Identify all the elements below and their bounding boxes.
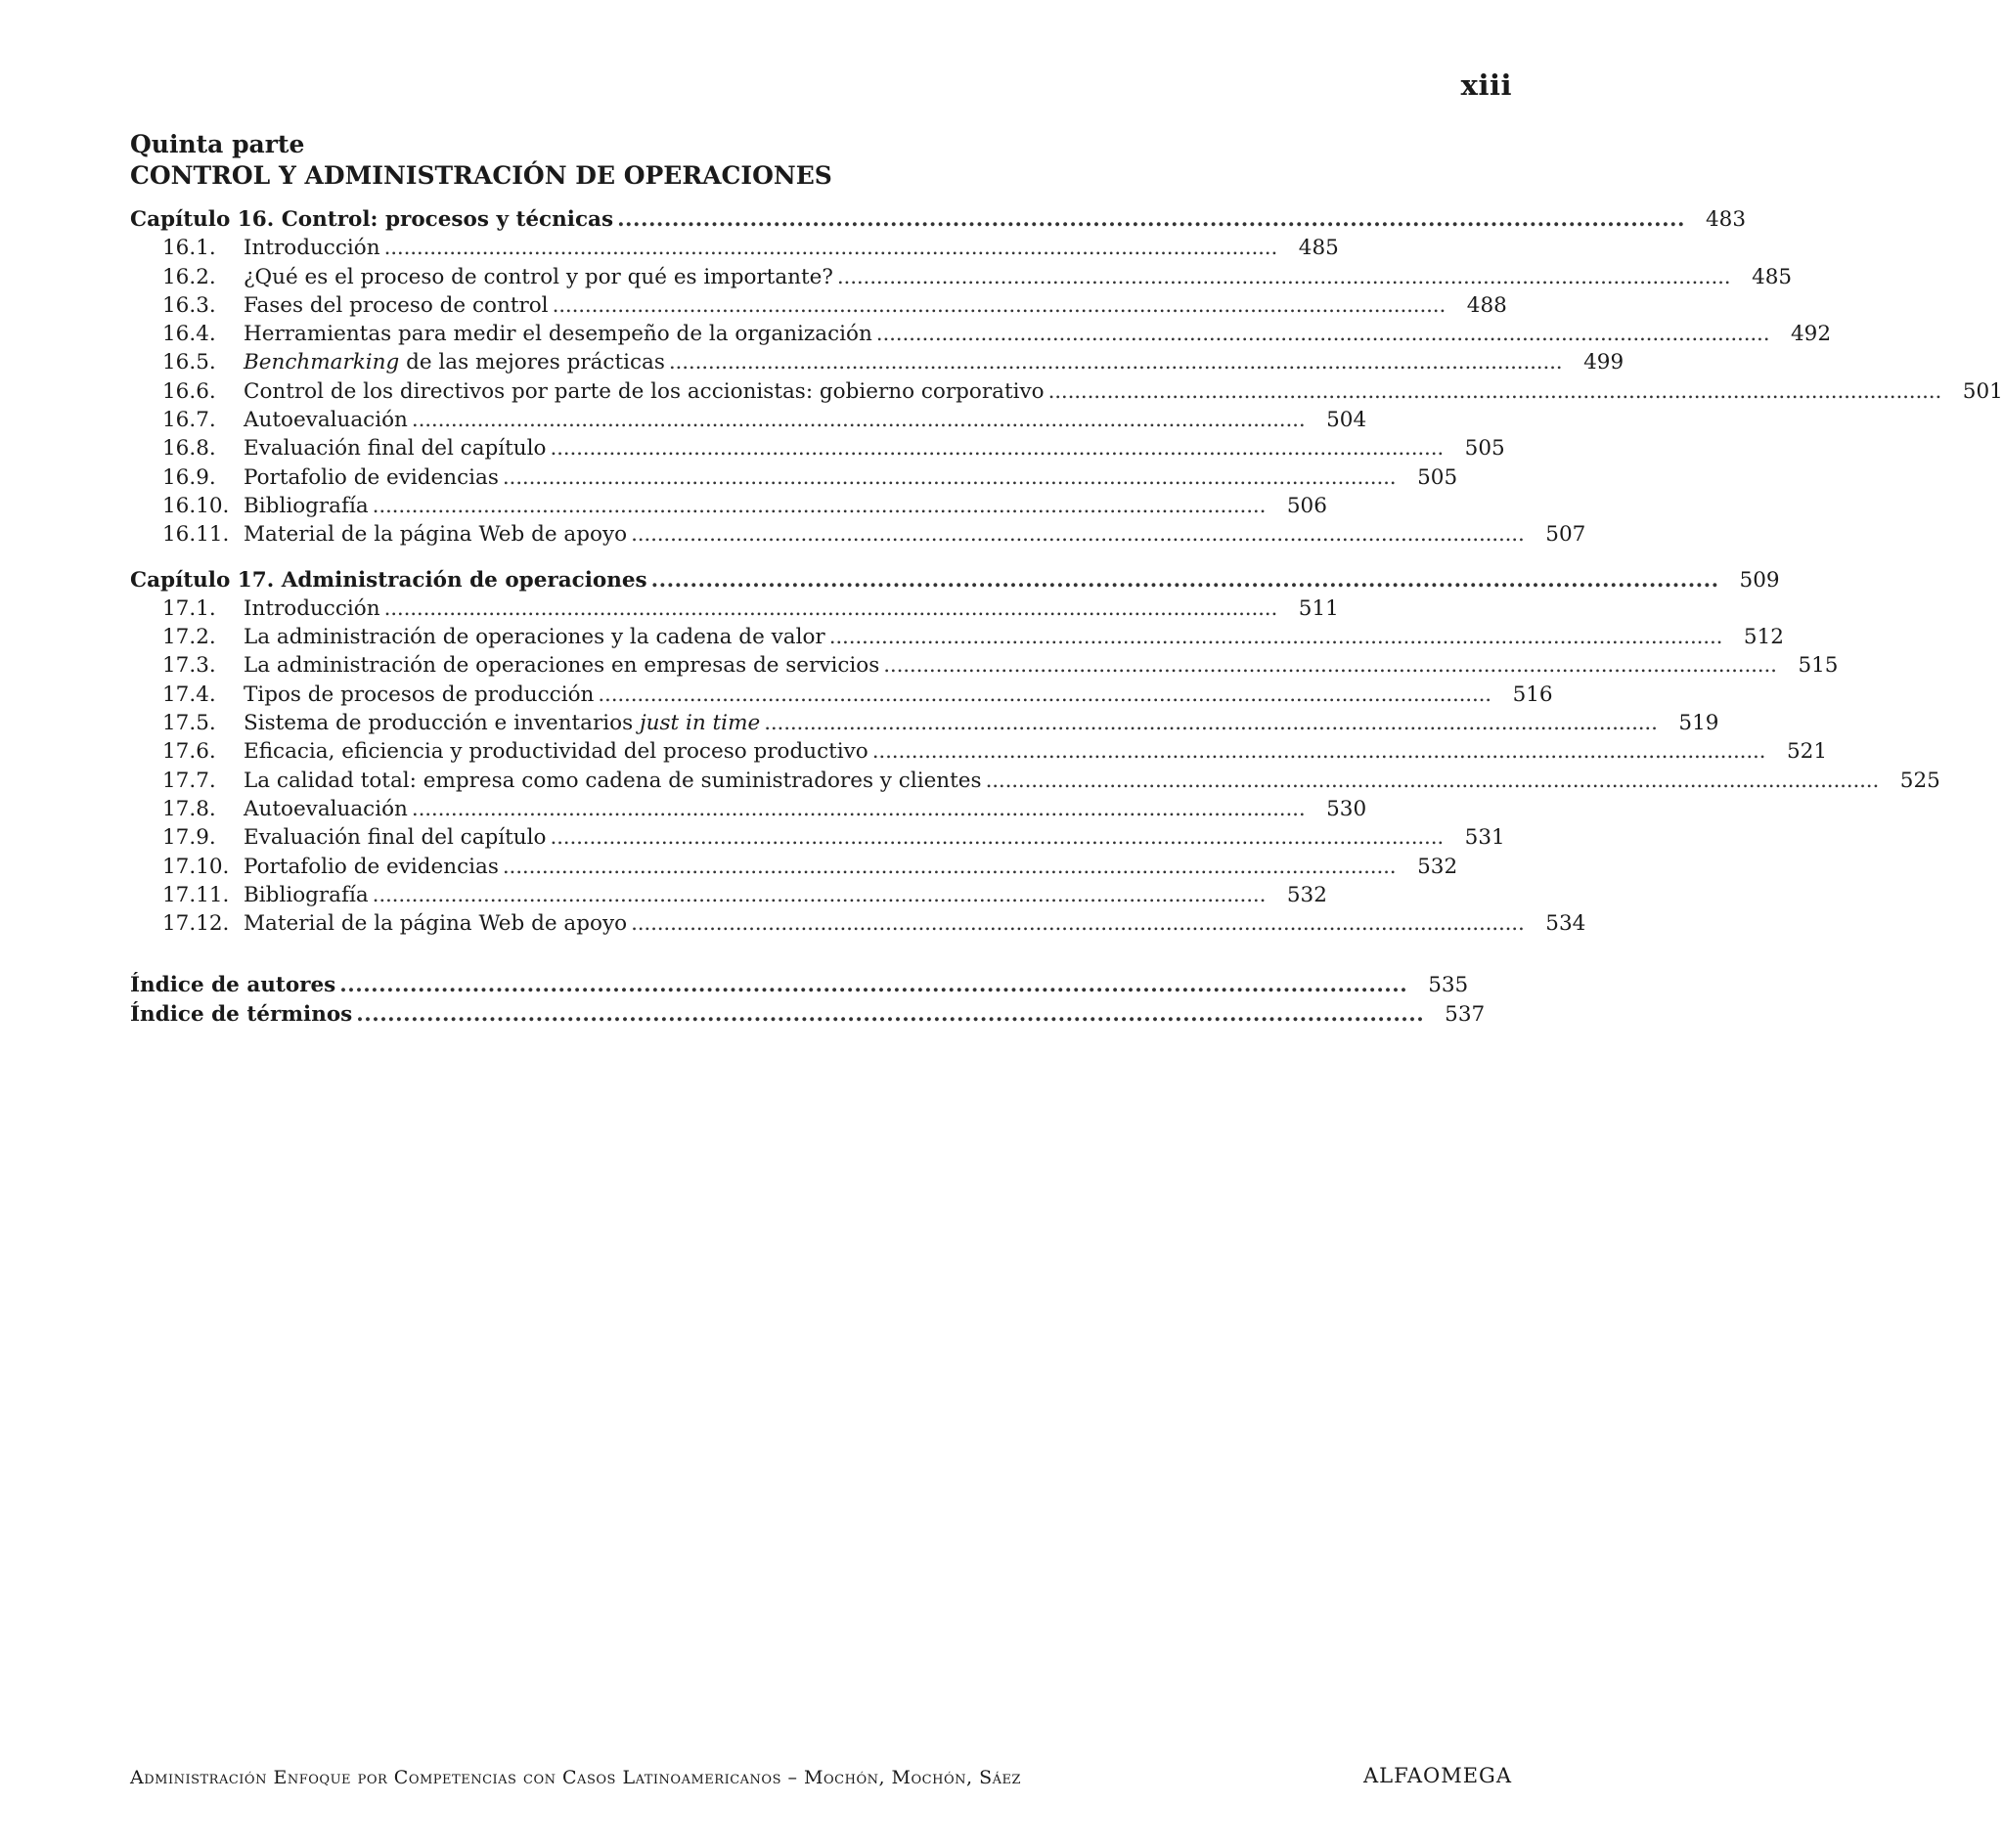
section-title — [244, 883, 369, 907]
page-ref: 505 — [1464, 436, 1505, 462]
dot-leader — [829, 625, 1719, 649]
section-title — [244, 436, 546, 461]
section-title — [244, 350, 665, 374]
title-text: ¿Qué es el proceso de control y por qué es importante? — [244, 264, 833, 289]
page-ref: 537 — [1445, 1001, 1486, 1027]
dot-leader — [617, 207, 1681, 232]
title-text: Autoevaluación — [244, 408, 408, 433]
dot-leader — [503, 855, 1393, 879]
page-ref: 511 — [1298, 595, 1339, 621]
toc-section-row[interactable] — [130, 436, 1505, 464]
title-text: Material de la página Web de apoyo — [244, 911, 628, 937]
dot-leader — [356, 1002, 1420, 1027]
section-title — [244, 739, 868, 764]
section-number: 16.8. — [162, 436, 216, 462]
section-number: 16.3. — [162, 292, 216, 318]
toc-section-row[interactable] — [130, 493, 1327, 522]
section-title — [244, 596, 380, 621]
title-text: Autoevaluación — [244, 796, 408, 821]
page-ref: 483 — [1705, 207, 1747, 232]
title-text: Índice de autores — [130, 973, 336, 998]
page-ref: 512 — [1743, 625, 1784, 650]
section-title — [244, 653, 879, 678]
dot-leader — [553, 293, 1443, 318]
section-number: 17.2. — [162, 625, 216, 650]
page-ref: 499 — [1583, 350, 1625, 375]
section-title — [244, 293, 549, 318]
dot-leader — [1048, 379, 1938, 404]
page-ref: 515 — [1798, 653, 1839, 679]
page-ref: 532 — [1286, 882, 1327, 907]
section-title — [244, 769, 982, 793]
toc-section-row[interactable] — [130, 350, 1625, 378]
page-ref: 506 — [1286, 493, 1327, 518]
section-title-italic: Benchmarking — [244, 350, 400, 375]
page-ref: 521 — [1786, 739, 1828, 765]
toc-section-row[interactable] — [130, 236, 1339, 264]
section-number: 17.8. — [162, 796, 216, 821]
part-label: Quinta parte — [130, 130, 305, 158]
toc-section-row[interactable] — [130, 711, 1719, 739]
section-title — [244, 625, 825, 649]
page-ref: 485 — [1752, 264, 1793, 289]
section-number: 17.9. — [162, 825, 216, 851]
section-number: 17.5. — [162, 711, 216, 736]
dot-leader — [373, 883, 1263, 907]
dot-leader — [837, 265, 1727, 289]
section-title — [244, 408, 408, 432]
toc-section-row[interactable] — [130, 625, 1784, 653]
title-text: Eficacia, eficiencia y productividad del proceso productivo — [244, 739, 868, 765]
toc-chapter-row[interactable] — [130, 207, 1747, 236]
dot-leader — [412, 408, 1302, 432]
toc-section-row[interactable] — [130, 911, 1586, 940]
title-text: Herramientas para medir el desempeño de la organización — [244, 322, 872, 347]
section-title — [244, 379, 1045, 404]
title-text: La administración de operaciones en empresas de servicios — [244, 653, 880, 679]
dot-leader — [631, 911, 1521, 936]
title-text: Introducción — [244, 236, 380, 261]
title-text: La administración de operaciones y la cadena de valor — [244, 625, 825, 650]
toc-chapter-row[interactable] — [130, 567, 1780, 596]
section-number: 17.12. — [162, 911, 230, 937]
section-number: 16.11. — [162, 522, 230, 548]
dot-leader — [373, 494, 1263, 518]
toc-section-row[interactable] — [130, 522, 1586, 550]
spacer — [130, 940, 1142, 973]
toc-section-row[interactable] — [130, 595, 1339, 625]
toc-section-row[interactable] — [130, 322, 1832, 350]
section-number: 17.4. — [162, 682, 216, 707]
section-number: 16.1. — [162, 236, 216, 261]
section-number: 16.6. — [162, 378, 216, 404]
section-number: 17.3. — [162, 653, 216, 679]
title-text: Índice de términos — [130, 1001, 353, 1027]
section-title — [244, 265, 833, 289]
title-text: Capítulo 17. Administración de operaciones — [130, 567, 647, 593]
toc-section-row[interactable] — [130, 739, 1828, 768]
title-text: Bibliografía — [244, 882, 369, 907]
section-title — [244, 682, 594, 707]
section-number: 16.7. — [162, 408, 216, 433]
dot-leader — [339, 973, 1403, 997]
section-number: 17.6. — [162, 739, 216, 765]
section-title — [244, 797, 408, 821]
section-number: 16.10. — [162, 493, 230, 518]
toc-section-row[interactable] — [130, 768, 1940, 797]
dot-leader — [412, 797, 1302, 821]
toc-section-row[interactable] — [130, 378, 2003, 408]
page-ref: 504 — [1326, 408, 1367, 433]
section-number: 16.5. — [162, 350, 216, 375]
section-title — [244, 465, 499, 490]
page-ref: 509 — [1739, 567, 1780, 593]
dot-leader — [651, 568, 1715, 593]
page-ref: 519 — [1678, 711, 1719, 736]
toc-section-row[interactable] — [130, 408, 1367, 436]
title-text: Portafolio de evidencias — [244, 854, 499, 879]
spacer — [130, 551, 1142, 568]
dot-leader — [669, 350, 1559, 374]
toc-section-row[interactable] — [130, 854, 1458, 883]
dot-leader — [550, 825, 1440, 850]
page-ref: 485 — [1298, 236, 1339, 261]
dot-leader — [631, 522, 1521, 547]
dot-leader — [550, 436, 1440, 461]
dot-leader — [764, 711, 1654, 735]
section-title — [244, 711, 760, 735]
section-number: 17.11. — [162, 882, 230, 907]
title-text: Introducción — [244, 595, 380, 621]
dot-leader — [883, 653, 1773, 678]
section-title — [244, 494, 369, 518]
page-ref: 525 — [1899, 768, 1940, 793]
dot-leader — [876, 322, 1766, 346]
dot-leader — [503, 465, 1393, 490]
section-title — [244, 825, 546, 850]
footer-book-title: Administración Enfoque por Competencias con Casos Latinoamericanos – Mochón, Mochón, Sáez — [130, 1767, 1021, 1788]
title-text: Evaluación final del capítulo — [244, 436, 547, 462]
chapter-title — [130, 1002, 352, 1027]
dot-leader — [384, 236, 1274, 260]
section-title — [244, 855, 499, 879]
toc-section-row[interactable] — [130, 653, 1839, 682]
page-ref: 531 — [1464, 825, 1505, 851]
title-text: Tipos de procesos de producción — [244, 682, 595, 707]
toc-section-row[interactable] — [130, 264, 1793, 293]
toc-section-row[interactable] — [130, 882, 1327, 911]
dot-leader — [986, 769, 1876, 793]
page-ref: 488 — [1466, 292, 1507, 318]
page-ref: 534 — [1545, 911, 1586, 937]
section-title — [244, 236, 380, 260]
section-number: 16.4. — [162, 322, 216, 347]
title-text: de las mejores prácticas — [399, 350, 665, 375]
page-ref: 535 — [1428, 973, 1469, 998]
page-ref: 492 — [1791, 322, 1832, 347]
toc-index-row[interactable] — [130, 973, 1469, 1001]
page-ref: 505 — [1417, 464, 1458, 490]
section-title-italic: just in time — [639, 711, 761, 736]
dot-leader — [872, 739, 1762, 764]
title-text: Evaluación final del capítulo — [244, 825, 547, 851]
section-number: 16.2. — [162, 264, 216, 289]
title-text: Sistema de producción e inventarios — [244, 711, 640, 736]
title-text: Fases del proceso de control — [244, 292, 549, 318]
section-title — [244, 522, 627, 547]
title-text: La calidad total: empresa como cadena de suministradores y clientes — [244, 768, 982, 793]
toc-section-row[interactable] — [130, 464, 1458, 494]
page-ref: 532 — [1417, 854, 1458, 879]
toc-index-row[interactable] — [130, 1001, 1486, 1031]
title-text: Capítulo 16. Control: procesos y técnicas — [130, 207, 614, 232]
dot-leader — [598, 682, 1488, 707]
page-ref: 530 — [1326, 796, 1367, 821]
dot-leader — [384, 596, 1274, 621]
section-title — [244, 911, 627, 936]
section-number: 17.7. — [162, 768, 216, 793]
section-title — [244, 322, 872, 346]
footer-publisher: ALFAOMEGA — [1362, 1764, 1512, 1787]
title-text: Portafolio de evidencias — [244, 464, 499, 490]
part-title: CONTROL Y ADMINISTRACIÓN DE OPERACIONES — [130, 161, 832, 190]
toc-section-row[interactable] — [130, 292, 1507, 322]
title-text: Bibliografía — [244, 493, 369, 518]
part-heading — [130, 129, 832, 192]
title-text: Material de la página Web de apoyo — [244, 522, 628, 548]
toc-section-row[interactable] — [130, 796, 1367, 825]
table-of-contents — [130, 207, 2003, 1031]
section-number: 17.10. — [162, 854, 230, 879]
page-ref: 507 — [1545, 522, 1586, 548]
chapter-title — [130, 568, 647, 593]
page-number: xiii — [1460, 68, 1512, 102]
section-number: 17.1. — [162, 595, 216, 621]
toc-section-row[interactable] — [130, 682, 1553, 711]
chapter-title — [130, 207, 613, 232]
title-text: Control de los directivos por parte de los accionistas: gobierno corporativo — [244, 378, 1045, 404]
page-ref: 516 — [1512, 682, 1553, 707]
section-number: 16.9. — [162, 464, 216, 490]
chapter-title — [130, 973, 335, 997]
toc-section-row[interactable] — [130, 825, 1505, 854]
page-ref: 501 — [1962, 378, 2003, 404]
